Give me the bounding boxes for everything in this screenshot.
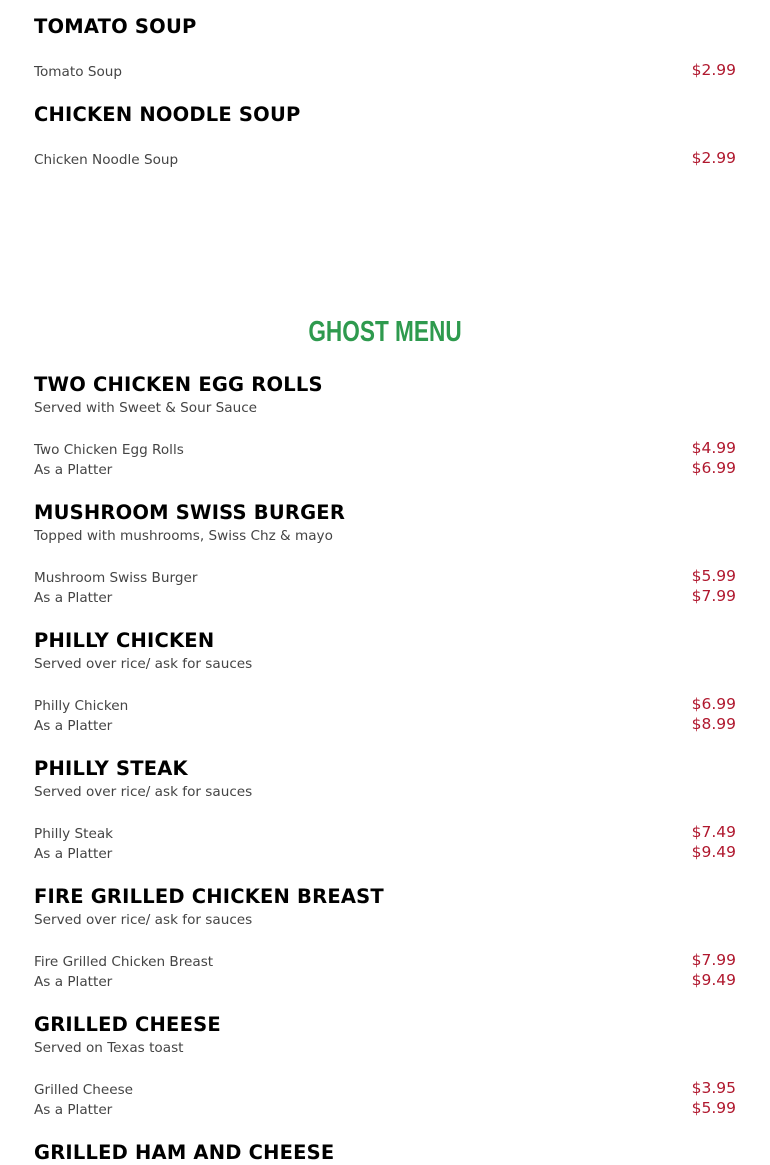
row-price: $4.99 bbox=[691, 439, 736, 457]
item-title: GRILLED HAM AND CHEESE bbox=[34, 1141, 335, 1164]
item-title: FIRE GRILLED CHICKEN BREAST bbox=[34, 885, 384, 908]
price-row bbox=[34, 843, 736, 863]
row-price: $7.99 bbox=[691, 951, 736, 969]
item-description: Served on Texas toast bbox=[34, 1040, 184, 1056]
row-name: As a Platter bbox=[34, 974, 113, 990]
item-description: Topped with mushrooms, Swiss Chz & mayo bbox=[34, 528, 333, 544]
price-row bbox=[34, 149, 736, 169]
item-description: Served over rice/ ask for sauces bbox=[34, 784, 253, 800]
row-price: $5.99 bbox=[691, 1099, 736, 1117]
item-title: PHILLY STEAK bbox=[34, 757, 188, 780]
item-title: MUSHROOM SWISS BURGER bbox=[34, 501, 346, 524]
item-title: TOMATO SOUP bbox=[34, 15, 197, 38]
price-row bbox=[34, 61, 736, 81]
price-row bbox=[34, 567, 736, 587]
row-name: Philly Chicken bbox=[34, 698, 129, 714]
row-price: $6.99 bbox=[691, 695, 736, 713]
row-price: $9.49 bbox=[691, 971, 736, 989]
row-price: $7.49 bbox=[691, 823, 736, 841]
price-row bbox=[34, 459, 736, 479]
row-name: Fire Grilled Chicken Breast bbox=[34, 954, 214, 970]
price-row bbox=[34, 715, 736, 735]
row-name: Mushroom Swiss Burger bbox=[34, 570, 198, 586]
price-row bbox=[34, 823, 736, 843]
item-description: Served with Sweet & Sour Sauce bbox=[34, 400, 258, 416]
row-price: $2.99 bbox=[691, 61, 736, 79]
item-title: CHICKEN NOODLE SOUP bbox=[34, 103, 301, 126]
row-name: Chicken Noodle Soup bbox=[34, 152, 179, 168]
row-price: $8.99 bbox=[691, 715, 736, 733]
price-row bbox=[34, 439, 736, 459]
price-row bbox=[34, 1079, 736, 1099]
price-row bbox=[34, 971, 736, 991]
row-price: $7.99 bbox=[691, 587, 736, 605]
row-price: $9.49 bbox=[691, 843, 736, 861]
item-title: TWO CHICKEN EGG ROLLS bbox=[34, 373, 323, 396]
item-description: Served over rice/ ask for sauces bbox=[34, 912, 253, 928]
row-price: $5.99 bbox=[691, 567, 736, 585]
row-name: As a Platter bbox=[34, 718, 113, 734]
row-name: As a Platter bbox=[34, 462, 113, 478]
row-name: Two Chicken Egg Rolls bbox=[34, 442, 184, 458]
row-name: Tomato Soup bbox=[34, 64, 123, 80]
row-price: $2.99 bbox=[691, 149, 736, 167]
row-name: Philly Steak bbox=[34, 826, 114, 842]
item-description: Served over rice/ ask for sauces bbox=[34, 656, 253, 672]
row-price: $6.99 bbox=[691, 459, 736, 477]
price-row bbox=[34, 951, 736, 971]
section-heading-ghost-menu: GHOST MENU bbox=[308, 316, 462, 349]
row-name: As a Platter bbox=[34, 846, 113, 862]
row-price: $3.95 bbox=[691, 1079, 736, 1097]
price-row bbox=[34, 587, 736, 607]
row-name: As a Platter bbox=[34, 1102, 113, 1118]
price-row bbox=[34, 1099, 736, 1119]
price-row bbox=[34, 695, 736, 715]
item-title: PHILLY CHICKEN bbox=[34, 629, 215, 652]
item-title: GRILLED CHEESE bbox=[34, 1013, 221, 1036]
row-name: As a Platter bbox=[34, 590, 113, 606]
row-name: Grilled Cheese bbox=[34, 1082, 134, 1098]
